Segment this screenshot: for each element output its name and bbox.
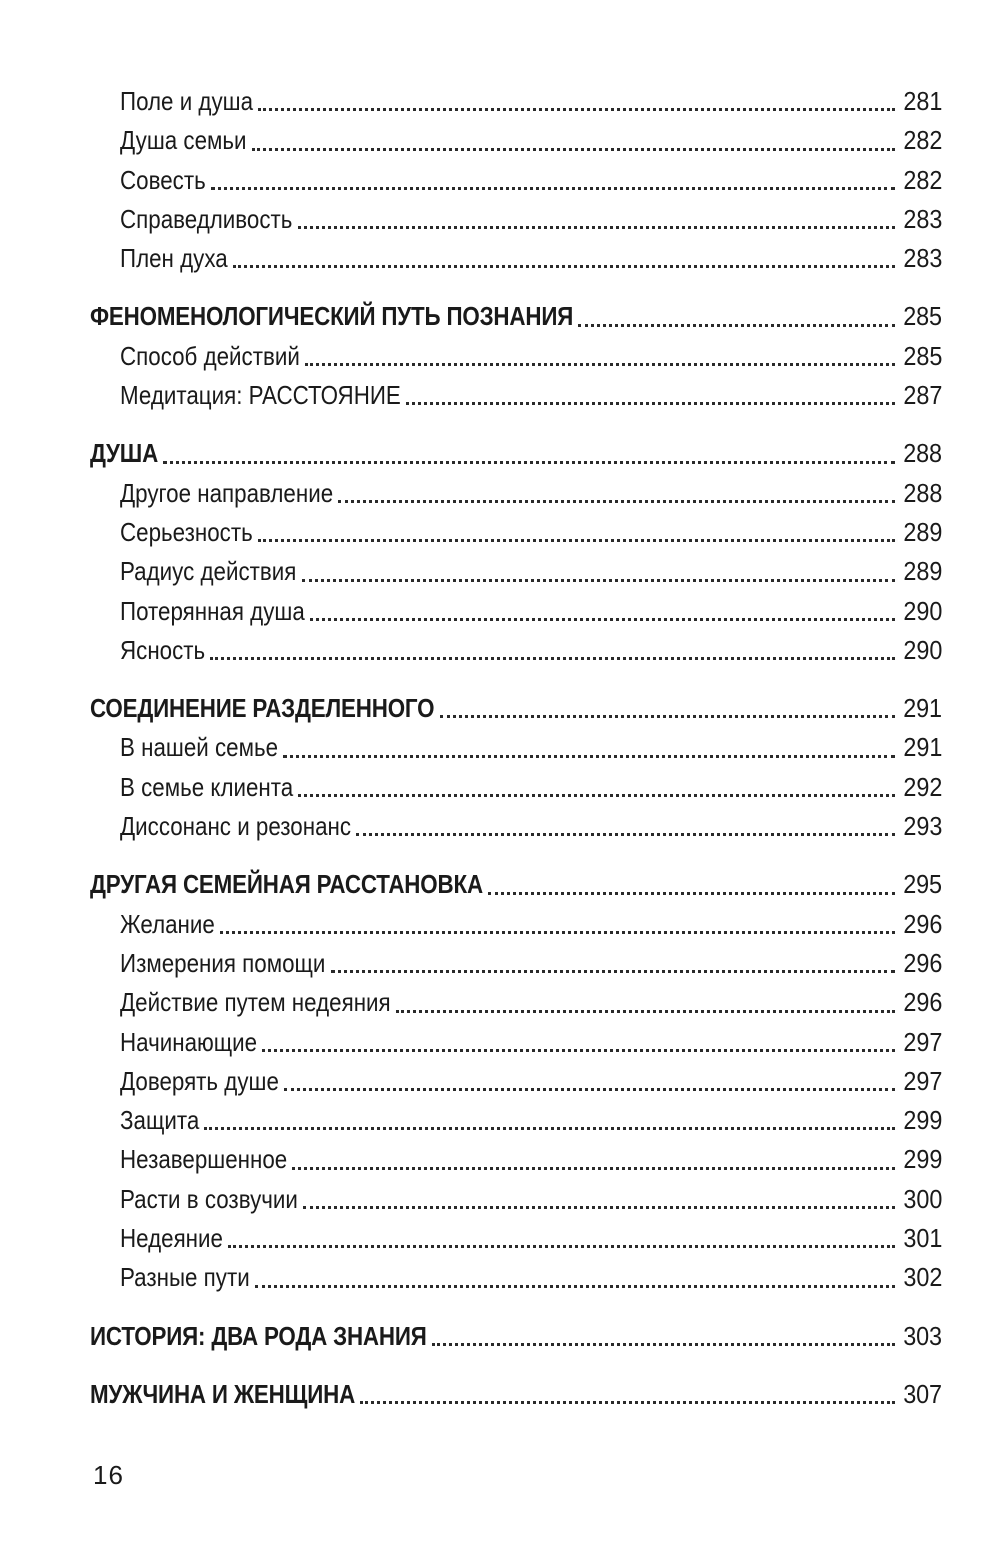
table-of-contents	[90, 82, 942, 1414]
toc-entry-title: Поле и душа	[120, 86, 254, 116]
toc-entry-title: Начинающие	[120, 1026, 258, 1057]
dot-leader	[228, 1245, 895, 1248]
dot-leader	[298, 794, 894, 797]
toc-subentry	[90, 82, 942, 121]
toc-entry-page: 302	[902, 1262, 942, 1293]
toc-subentry	[90, 200, 942, 239]
toc-entry-title: ДРУГАЯ СЕМЕЙНАЯ РАССТАНОВКА	[90, 869, 483, 900]
toc-entry-page: 299	[902, 1105, 942, 1136]
toc-entry-title: Недеяние	[120, 1223, 223, 1254]
toc-entry-title: Другое направление	[120, 477, 334, 508]
toc-subentry	[90, 905, 942, 944]
dot-leader	[331, 970, 895, 973]
dot-leader	[255, 1285, 895, 1288]
dot-leader	[396, 1010, 895, 1013]
toc-entry-page: 296	[902, 908, 942, 939]
dot-leader	[578, 324, 895, 327]
toc-subentry	[90, 552, 942, 591]
toc-subentry	[90, 1140, 942, 1179]
toc-entry-page: 290	[902, 595, 942, 626]
dot-leader	[220, 931, 895, 934]
toc-entry-title: Способ действий	[120, 340, 300, 371]
toc-subentry	[90, 474, 942, 513]
toc-entry-page: 291	[903, 693, 942, 724]
dot-leader	[233, 265, 895, 268]
toc-entry-title: Душа семьи	[120, 125, 247, 156]
toc-subentry	[90, 944, 942, 983]
toc-subentry	[90, 768, 942, 807]
toc-entry-title: Справедливость	[120, 203, 293, 234]
toc-entry-page: 303	[903, 1320, 942, 1351]
dot-leader	[440, 715, 896, 718]
dot-leader	[488, 892, 895, 895]
toc-section-entry	[90, 865, 942, 904]
page-number: 16	[93, 1460, 124, 1490]
toc-subentry	[90, 807, 942, 846]
toc-subentry	[90, 592, 942, 631]
toc-entry-page: 297	[902, 1026, 942, 1057]
toc-entry-title: Разные пути	[120, 1262, 250, 1293]
toc-entry-title: Диссонанс и резонанс	[120, 811, 352, 842]
dot-leader	[303, 1206, 895, 1209]
toc-subentry	[90, 631, 942, 670]
toc-entry-title: Серьезность	[120, 516, 253, 547]
dot-leader	[258, 108, 894, 111]
dot-leader	[258, 539, 895, 542]
toc-entry-title: ИСТОРИЯ: ДВА РОДА ЗНАНИЯ	[90, 1320, 427, 1351]
dot-leader	[204, 1127, 894, 1130]
toc-entry-page: 283	[902, 203, 942, 234]
toc-entry-page: 296	[902, 947, 942, 978]
toc-subentry	[90, 983, 942, 1022]
dot-leader	[360, 1401, 895, 1404]
toc-entry-page: 291	[902, 732, 942, 763]
toc-section-entry	[90, 689, 942, 728]
toc-entry-title: Незавершенное	[120, 1144, 288, 1175]
toc-subentry	[90, 239, 942, 278]
dot-leader	[298, 226, 895, 229]
toc-entry-page: 281	[902, 86, 942, 116]
dot-leader	[305, 363, 895, 366]
toc-subentry	[90, 1258, 942, 1297]
toc-entry-title: ФЕНОМЕНОЛОГИЧЕСКИЙ ПУТЬ ПОЗНАНИЯ	[90, 301, 574, 332]
toc-entry-page: 288	[903, 438, 942, 469]
dot-leader	[292, 1167, 894, 1170]
toc-entry-title: Медитация: РАССТОЯНИЕ	[120, 380, 401, 411]
toc-entry-title: Действие путем недеяния	[120, 987, 391, 1018]
dot-leader	[406, 402, 895, 405]
toc-entry-page: 289	[902, 556, 942, 587]
toc-section-entry	[90, 1317, 942, 1356]
dot-leader	[284, 1088, 895, 1091]
toc-entry-title: Плен духа	[120, 243, 228, 274]
dot-leader	[210, 657, 894, 660]
toc-entry-page: 285	[903, 301, 942, 332]
toc-entry-page: 282	[902, 125, 942, 156]
toc-subentry	[90, 1023, 942, 1062]
toc-entry-title: Радиус действия	[120, 556, 297, 587]
toc-entry-page: 299	[902, 1144, 942, 1175]
toc-subentry	[90, 337, 942, 376]
toc-entry-page: 307	[903, 1378, 942, 1409]
toc-entry-title: СОЕДИНЕНИЕ РАЗДЕЛЕННОГО	[90, 693, 435, 724]
toc-entry-page: 292	[902, 771, 942, 802]
dot-leader	[432, 1343, 895, 1346]
dot-leader	[262, 1049, 894, 1052]
dot-leader	[252, 148, 895, 151]
toc-entry-page: 288	[902, 477, 942, 508]
toc-entry-page: 285	[902, 340, 942, 371]
toc-entry-page: 297	[902, 1065, 942, 1096]
toc-entry-title: Доверять душе	[120, 1065, 279, 1096]
dot-leader	[338, 500, 894, 503]
toc-entry-title: Желание	[120, 908, 215, 939]
toc-subentry	[90, 376, 942, 415]
toc-section-entry	[90, 1375, 942, 1414]
toc-subentry	[90, 1180, 942, 1219]
toc-subentry	[90, 728, 942, 767]
toc-subentry	[90, 1101, 942, 1140]
toc-entry-page: 289	[902, 516, 942, 547]
toc-entry-page: 296	[902, 987, 942, 1018]
toc-entry-title: В нашей семье	[120, 732, 279, 763]
dot-leader	[163, 461, 895, 464]
toc-subentry	[90, 121, 942, 160]
toc-entry-title: Потерянная душа	[120, 595, 305, 626]
toc-entry-page: 287	[902, 380, 942, 411]
toc-subentry	[90, 1062, 942, 1101]
toc-entry-page: 300	[902, 1183, 942, 1214]
dot-leader	[302, 579, 895, 582]
toc-subentry	[90, 513, 942, 552]
dot-leader	[310, 618, 895, 621]
toc-entry-title: МУЖЧИНА И ЖЕНЩИНА	[90, 1378, 356, 1409]
toc-entry-title: Измерения помощи	[120, 947, 326, 978]
toc-entry-page: 282	[902, 164, 942, 195]
toc-subentry	[90, 1219, 942, 1258]
toc-section-entry	[90, 297, 942, 336]
dot-leader	[283, 755, 894, 758]
toc-entry-page: 290	[902, 634, 942, 665]
toc-section-entry	[90, 434, 942, 473]
toc-entry-page: 301	[902, 1223, 942, 1254]
dot-leader	[211, 187, 895, 190]
toc-subentry	[90, 161, 942, 200]
dot-leader	[356, 833, 894, 836]
toc-entry-title: Расти в созвучии	[120, 1183, 298, 1214]
toc-entry-page: 283	[902, 243, 942, 274]
toc-entry-page: 295	[903, 869, 942, 900]
toc-entry-page: 293	[902, 811, 942, 842]
toc-entry-title: Ясность	[120, 634, 206, 665]
toc-entry-title: В семье клиента	[120, 771, 294, 802]
toc-entry-title: Совесть	[120, 164, 206, 195]
toc-entry-title: Защита	[120, 1105, 200, 1136]
toc-entry-title: ДУША	[90, 438, 159, 469]
